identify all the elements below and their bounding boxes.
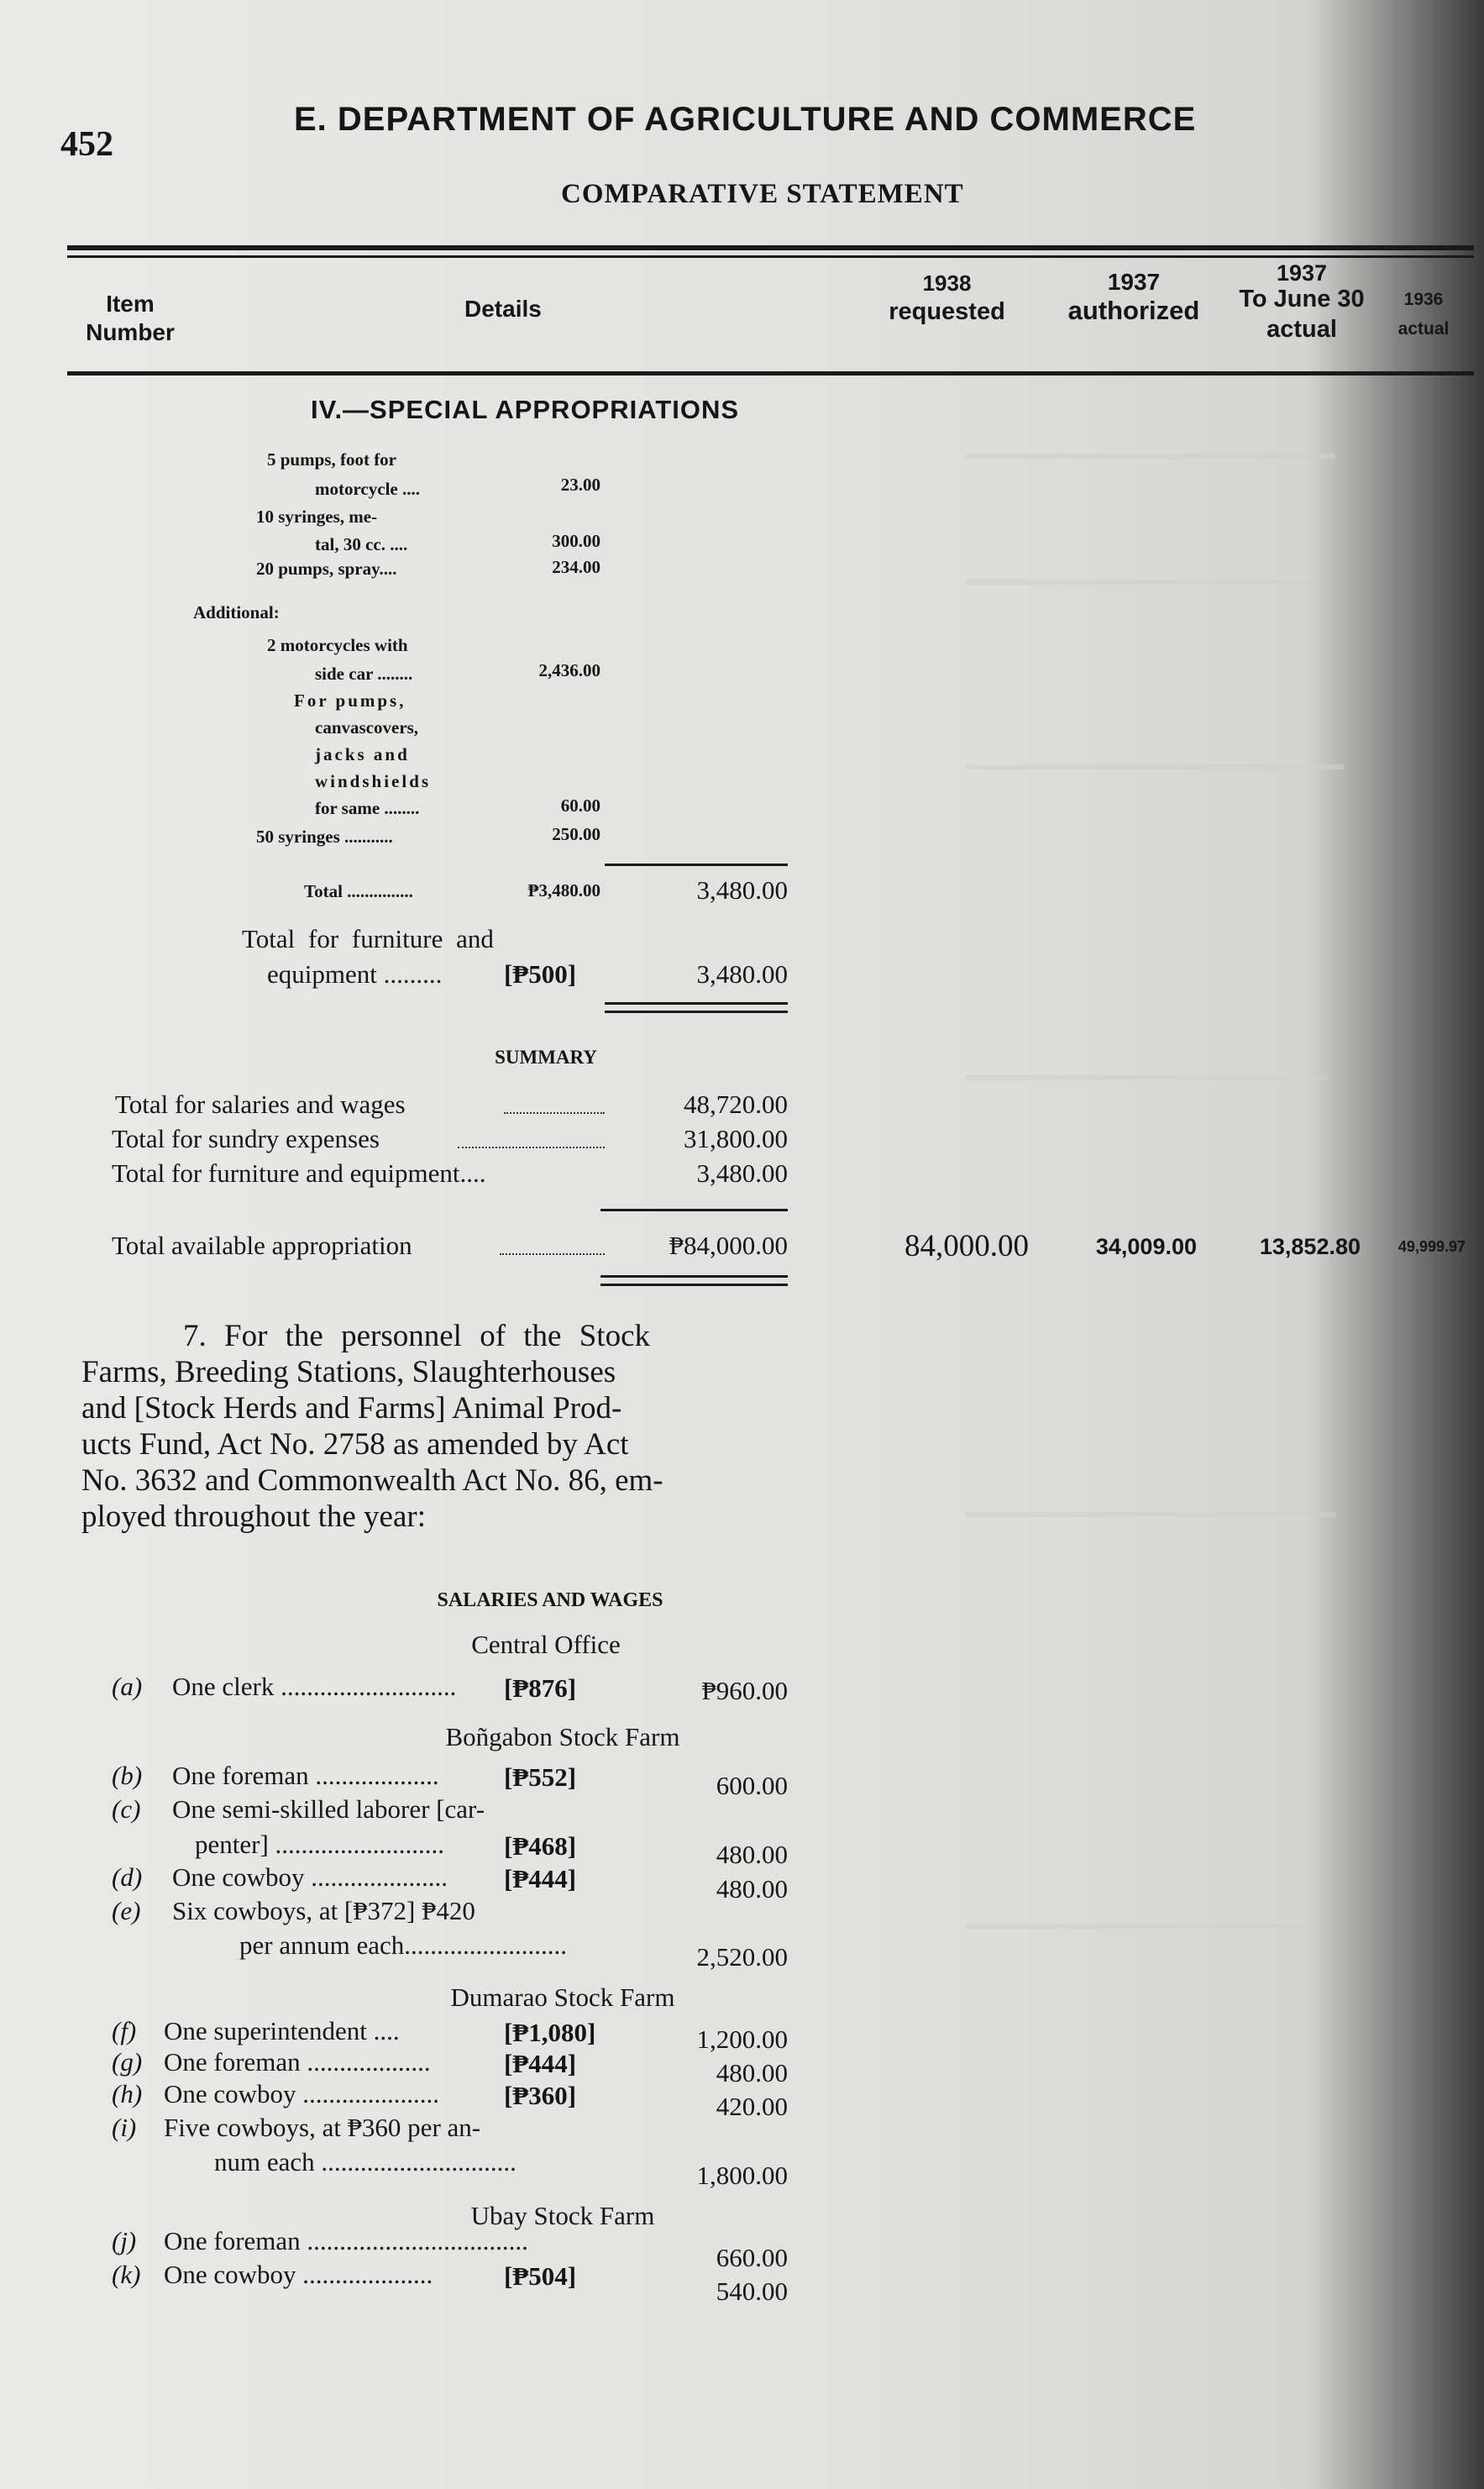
summary-row-label: Total for salaries and wages [115, 1090, 406, 1119]
summary-title: SUMMARY [495, 1047, 597, 1068]
double-rule-bottom [600, 1284, 788, 1286]
available-1936-actual: 49,999.97 [1397, 1238, 1466, 1255]
row-text: One cowboy ..................... [164, 2079, 440, 2108]
row-letter: (e) [112, 1896, 141, 1925]
row-text: One cowboy ..................... [172, 1862, 448, 1892]
group-heading: Dumarao Stock Farm [450, 1982, 675, 2012]
row-text: One cowboy .................... [164, 2260, 433, 2289]
header-rule-top-thin [67, 255, 1474, 258]
row-bracket: [₱552] [504, 1762, 577, 1792]
row-amount: 480.00 [716, 2058, 788, 2087]
row-bracket: [₱504] [504, 2261, 577, 2291]
additional-item-text: 2 motorcycles with [267, 635, 408, 655]
available-label: Total available appropriation [112, 1231, 412, 1260]
col-1937-actual-year: 1937 [1276, 260, 1328, 286]
col-details: Details [464, 296, 542, 322]
double-rule-top [600, 1275, 788, 1278]
row-amount: 540.00 [716, 2276, 788, 2306]
bleed-through-line [966, 1075, 1327, 1080]
additional-item-amount: 250.00 [552, 824, 600, 844]
subtotal-rule [605, 864, 788, 866]
row-amount: 660.00 [716, 2243, 788, 2272]
page-number: 452 [60, 125, 113, 164]
department-heading: E. DEPARTMENT OF AGRICULTURE AND COMMERCE [294, 101, 1197, 138]
equip-item-amount: 300.00 [552, 531, 600, 551]
furniture-total-bracket: [₱500] [504, 959, 577, 989]
group-heading: Ubay Stock Farm [470, 2201, 655, 2230]
equip-total-inner: ₱3,480.00 [527, 880, 600, 901]
item7-line: No. 3632 and Commonwealth Act No. 86, em- [81, 1463, 663, 1498]
summary-rule [600, 1209, 788, 1211]
row-text: One clerk ........................... [172, 1672, 457, 1701]
row-amount: 480.00 [716, 1840, 788, 1869]
summary-row-amount: 3,480.00 [696, 1158, 788, 1188]
equip-item-text: motorcycle .... [315, 479, 420, 499]
item7-line: 7. For the personnel of the Stock [183, 1319, 650, 1353]
row-amount: 1,200.00 [696, 2024, 788, 2054]
row-text-cont: num each .............................. [214, 2147, 517, 2177]
row-bracket: [₱444] [504, 1864, 577, 1893]
row-bracket: [₱444] [504, 2049, 577, 2078]
additional-item-text: For pumps, [294, 691, 406, 711]
equip-total-amount: 3,480.00 [696, 875, 788, 905]
group-heading: Central Office [471, 1630, 621, 1659]
additional-item-text: 50 syringes ........... [256, 827, 393, 847]
equip-item-text: tal, 30 cc. .... [315, 534, 408, 554]
row-amount: 2,520.00 [696, 1942, 788, 1972]
summary-row-amount: 31,800.00 [684, 1124, 788, 1153]
bleed-through-line [966, 454, 1335, 459]
col-1937-actual-label2: actual [1266, 316, 1337, 343]
col-item-number: Item Number [86, 291, 175, 345]
summary-row-amount: 48,720.00 [684, 1090, 788, 1119]
double-rule-bottom [605, 1011, 788, 1013]
col-1936-year: 1936 [1403, 290, 1444, 309]
leader-dots [504, 1112, 605, 1114]
col-1937-actual-label1: To June 30 [1239, 286, 1365, 312]
equip-item-text: 20 pumps, spray.... [256, 559, 397, 579]
item7-line: and [Stock Herds and Farms] Animal Prod- [81, 1391, 622, 1426]
leader-dots [500, 1253, 605, 1255]
col-1938-year: 1938 [922, 270, 972, 296]
row-letter: (d) [112, 1862, 143, 1892]
equip-item-text: 10 syringes, me- [256, 507, 378, 527]
additional-item-text: side car ........ [315, 664, 413, 684]
row-letter: (i) [112, 2113, 137, 2142]
available-1938-requested: 84,000.00 [905, 1229, 1029, 1263]
bleed-through-line [966, 580, 1319, 585]
double-rule-top [605, 1002, 788, 1005]
row-amount: 600.00 [716, 1771, 788, 1800]
additional-item-text: windshields [315, 771, 432, 791]
additional-item-amount: 60.00 [560, 796, 600, 816]
row-text: One superintendent .... [164, 2016, 400, 2045]
row-letter: (k) [112, 2260, 141, 2289]
col-1937-auth-label: authorized [1067, 296, 1200, 325]
row-text: One foreman ................... [164, 2047, 431, 2077]
section-title: IV.—SPECIAL APPROPRIATIONS [311, 395, 740, 424]
row-amount: 480.00 [716, 1874, 788, 1904]
row-text: Six cowboys, at [₱372] ₱420 [172, 1896, 475, 1925]
bleed-through-line [966, 1924, 1319, 1929]
summary-row-label: Total for sundry expenses [112, 1124, 380, 1153]
item7-line: ucts Fund, Act No. 2758 as amended by Act [81, 1427, 629, 1462]
row-letter: (a) [112, 1672, 143, 1701]
furniture-total-amount: 3,480.00 [696, 959, 788, 989]
row-bracket: [₱468] [504, 1831, 577, 1861]
additional-label: Additional: [193, 602, 280, 622]
group-heading: Boñgabon Stock Farm [445, 1722, 680, 1751]
available-amount: ₱84,000.00 [669, 1231, 788, 1260]
furniture-total-line1: Total for furniture and [242, 924, 494, 953]
available-1937-authorized: 34,009.00 [1095, 1234, 1197, 1259]
item7-line: Farms, Breeding Stations, Slaughterhouses [81, 1355, 616, 1389]
additional-item-amount: 2,436.00 [538, 660, 600, 680]
equip-item-amount: 234.00 [552, 557, 600, 577]
row-text: Five cowboys, at ₱360 per an- [164, 2113, 481, 2142]
header-rule-bottom [67, 371, 1474, 375]
row-bracket: [₱876] [504, 1673, 577, 1703]
equip-total-label: Total ............... [304, 881, 413, 901]
row-amount: ₱960.00 [701, 1676, 788, 1705]
furniture-total-line2: equipment ......... [267, 959, 443, 989]
row-amount: 420.00 [716, 2092, 788, 2121]
row-letter: (b) [112, 1761, 143, 1790]
row-letter: (c) [112, 1794, 141, 1824]
col-1936-label: actual [1397, 319, 1450, 339]
row-amount: 1,800.00 [696, 2161, 788, 2190]
equip-item-amount: 23.00 [560, 475, 600, 495]
available-1937-actual: 13,852.80 [1259, 1234, 1361, 1259]
row-letter: (j) [112, 2226, 137, 2255]
row-letter: (f) [112, 2016, 137, 2045]
bleed-through-line [966, 764, 1344, 769]
col-1937-auth-year: 1937 [1107, 269, 1161, 295]
row-text-cont: penter] .......................... [195, 1830, 445, 1859]
row-text: One semi-skilled laborer [car- [172, 1794, 485, 1824]
row-letter: (h) [112, 2079, 143, 2108]
row-letter: (g) [112, 2047, 143, 2077]
row-text: One foreman ................... [172, 1761, 439, 1790]
row-text-cont: per annum each......................... [239, 1930, 567, 1960]
row-bracket: [₱1,080] [504, 2018, 596, 2047]
item7-line: ployed throughout the year: [81, 1499, 426, 1534]
leader-dots [458, 1147, 605, 1148]
row-text: One foreman .................................. [164, 2226, 528, 2255]
bleed-through-line [966, 1512, 1335, 1517]
salaries-title: SALARIES AND WAGES [437, 1589, 663, 1611]
row-bracket: [₱360] [504, 2081, 577, 2110]
summary-row-label: Total for furniture and equipment.... [112, 1158, 486, 1188]
col-1938-label: requested [889, 298, 1005, 325]
additional-item-text: canvascovers, [315, 717, 419, 738]
additional-item-text: jacks and [315, 744, 410, 764]
additional-item-text: for same ........ [315, 798, 420, 818]
header-rule-top [67, 245, 1474, 250]
comparative-statement-title: COMPARATIVE STATEMENT [561, 179, 964, 209]
equip-item-text: 5 pumps, foot for [267, 449, 397, 470]
